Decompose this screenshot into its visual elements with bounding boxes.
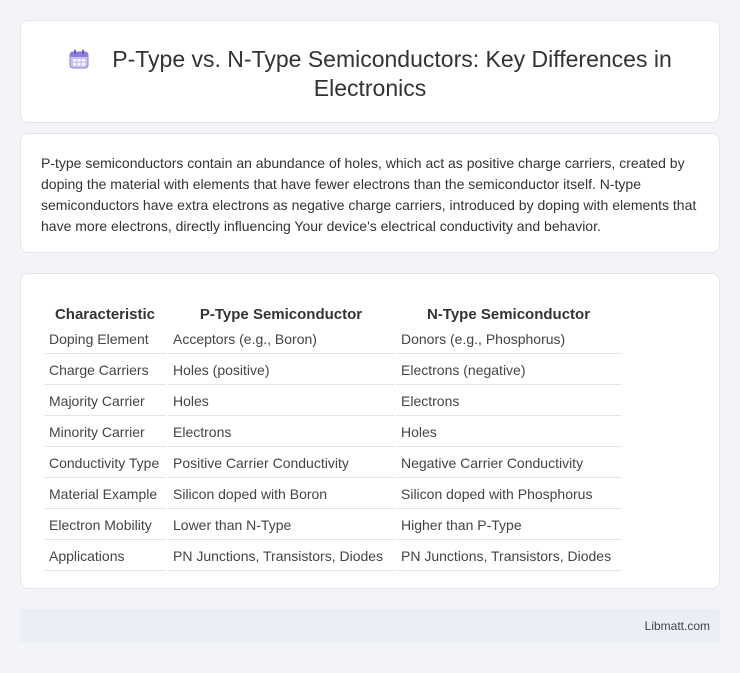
table-row xyxy=(44,356,621,385)
intro-paragraph: P-type semiconductors contain an abundance of holes, which act as positive charge carriers, created by doping the material with elements that have fewer electrons than the semiconductor itself. N-type semiconductors have extra electrons as negative charge carriers, introduced by doping with elements that have more electrons, directly influencing Your device's electrical conductivity and behavior. xyxy=(41,155,697,234)
table-row xyxy=(44,418,621,447)
intro-card xyxy=(20,133,720,253)
table-row xyxy=(44,387,621,416)
table-cell: Applications xyxy=(44,542,166,571)
table-cell: PN Junctions, Transistors, Diodes xyxy=(396,542,621,571)
header-n-type: N-Type Semiconductor xyxy=(426,306,591,323)
page-title xyxy=(21,21,719,103)
table-cell: Electron Mobility xyxy=(44,511,166,540)
footer xyxy=(20,609,720,642)
table-cell: Majority Carrier xyxy=(44,387,166,416)
table-cell: Silicon doped with Phosphorus xyxy=(396,480,621,509)
table-cell: Negative Carrier Conductivity xyxy=(396,449,621,478)
page-title-text: P-Type vs. N-Type Semiconductors: Key Differences in Electronics xyxy=(112,46,672,101)
table-cell: Silicon doped with Boron xyxy=(168,480,394,509)
table-row xyxy=(44,325,621,354)
header-characteristic: Characteristic xyxy=(54,306,156,323)
table-row xyxy=(44,480,621,509)
table-cell: Minority Carrier xyxy=(44,418,166,447)
table-cell: Charge Carriers xyxy=(44,356,166,385)
table-cell: Material Example xyxy=(44,480,166,509)
header-p-type: P-Type Semiconductor xyxy=(199,306,363,323)
table-cell: Positive Carrier Conductivity xyxy=(168,449,394,478)
comparison-table xyxy=(42,293,623,573)
table-row xyxy=(44,542,621,571)
title-card xyxy=(20,20,720,123)
table-cell: Acceptors (e.g., Boron) xyxy=(168,325,394,354)
table-cell: Donors (e.g., Phosphorus) xyxy=(396,325,621,354)
calendar-icon xyxy=(68,48,90,70)
table-cell: Higher than P-Type xyxy=(396,511,621,540)
comparison-table-card xyxy=(20,273,720,589)
table-cell: Electrons xyxy=(168,418,394,447)
table-cell: Electrons xyxy=(396,387,621,416)
table-row xyxy=(44,511,621,540)
footer-site-link[interactable]: Libmatt.com xyxy=(644,619,710,633)
table-cell: Holes xyxy=(168,387,394,416)
table-cell: Conductivity Type xyxy=(44,449,166,478)
table-row xyxy=(44,449,621,478)
table-cell: PN Junctions, Transistors, Diodes xyxy=(168,542,394,571)
table-cell: Holes xyxy=(396,418,621,447)
table-cell: Doping Element xyxy=(44,325,166,354)
table-header-row xyxy=(44,295,621,323)
table-cell: Lower than N-Type xyxy=(168,511,394,540)
table-cell: Holes (positive) xyxy=(168,356,394,385)
table-cell: Electrons (negative) xyxy=(396,356,621,385)
